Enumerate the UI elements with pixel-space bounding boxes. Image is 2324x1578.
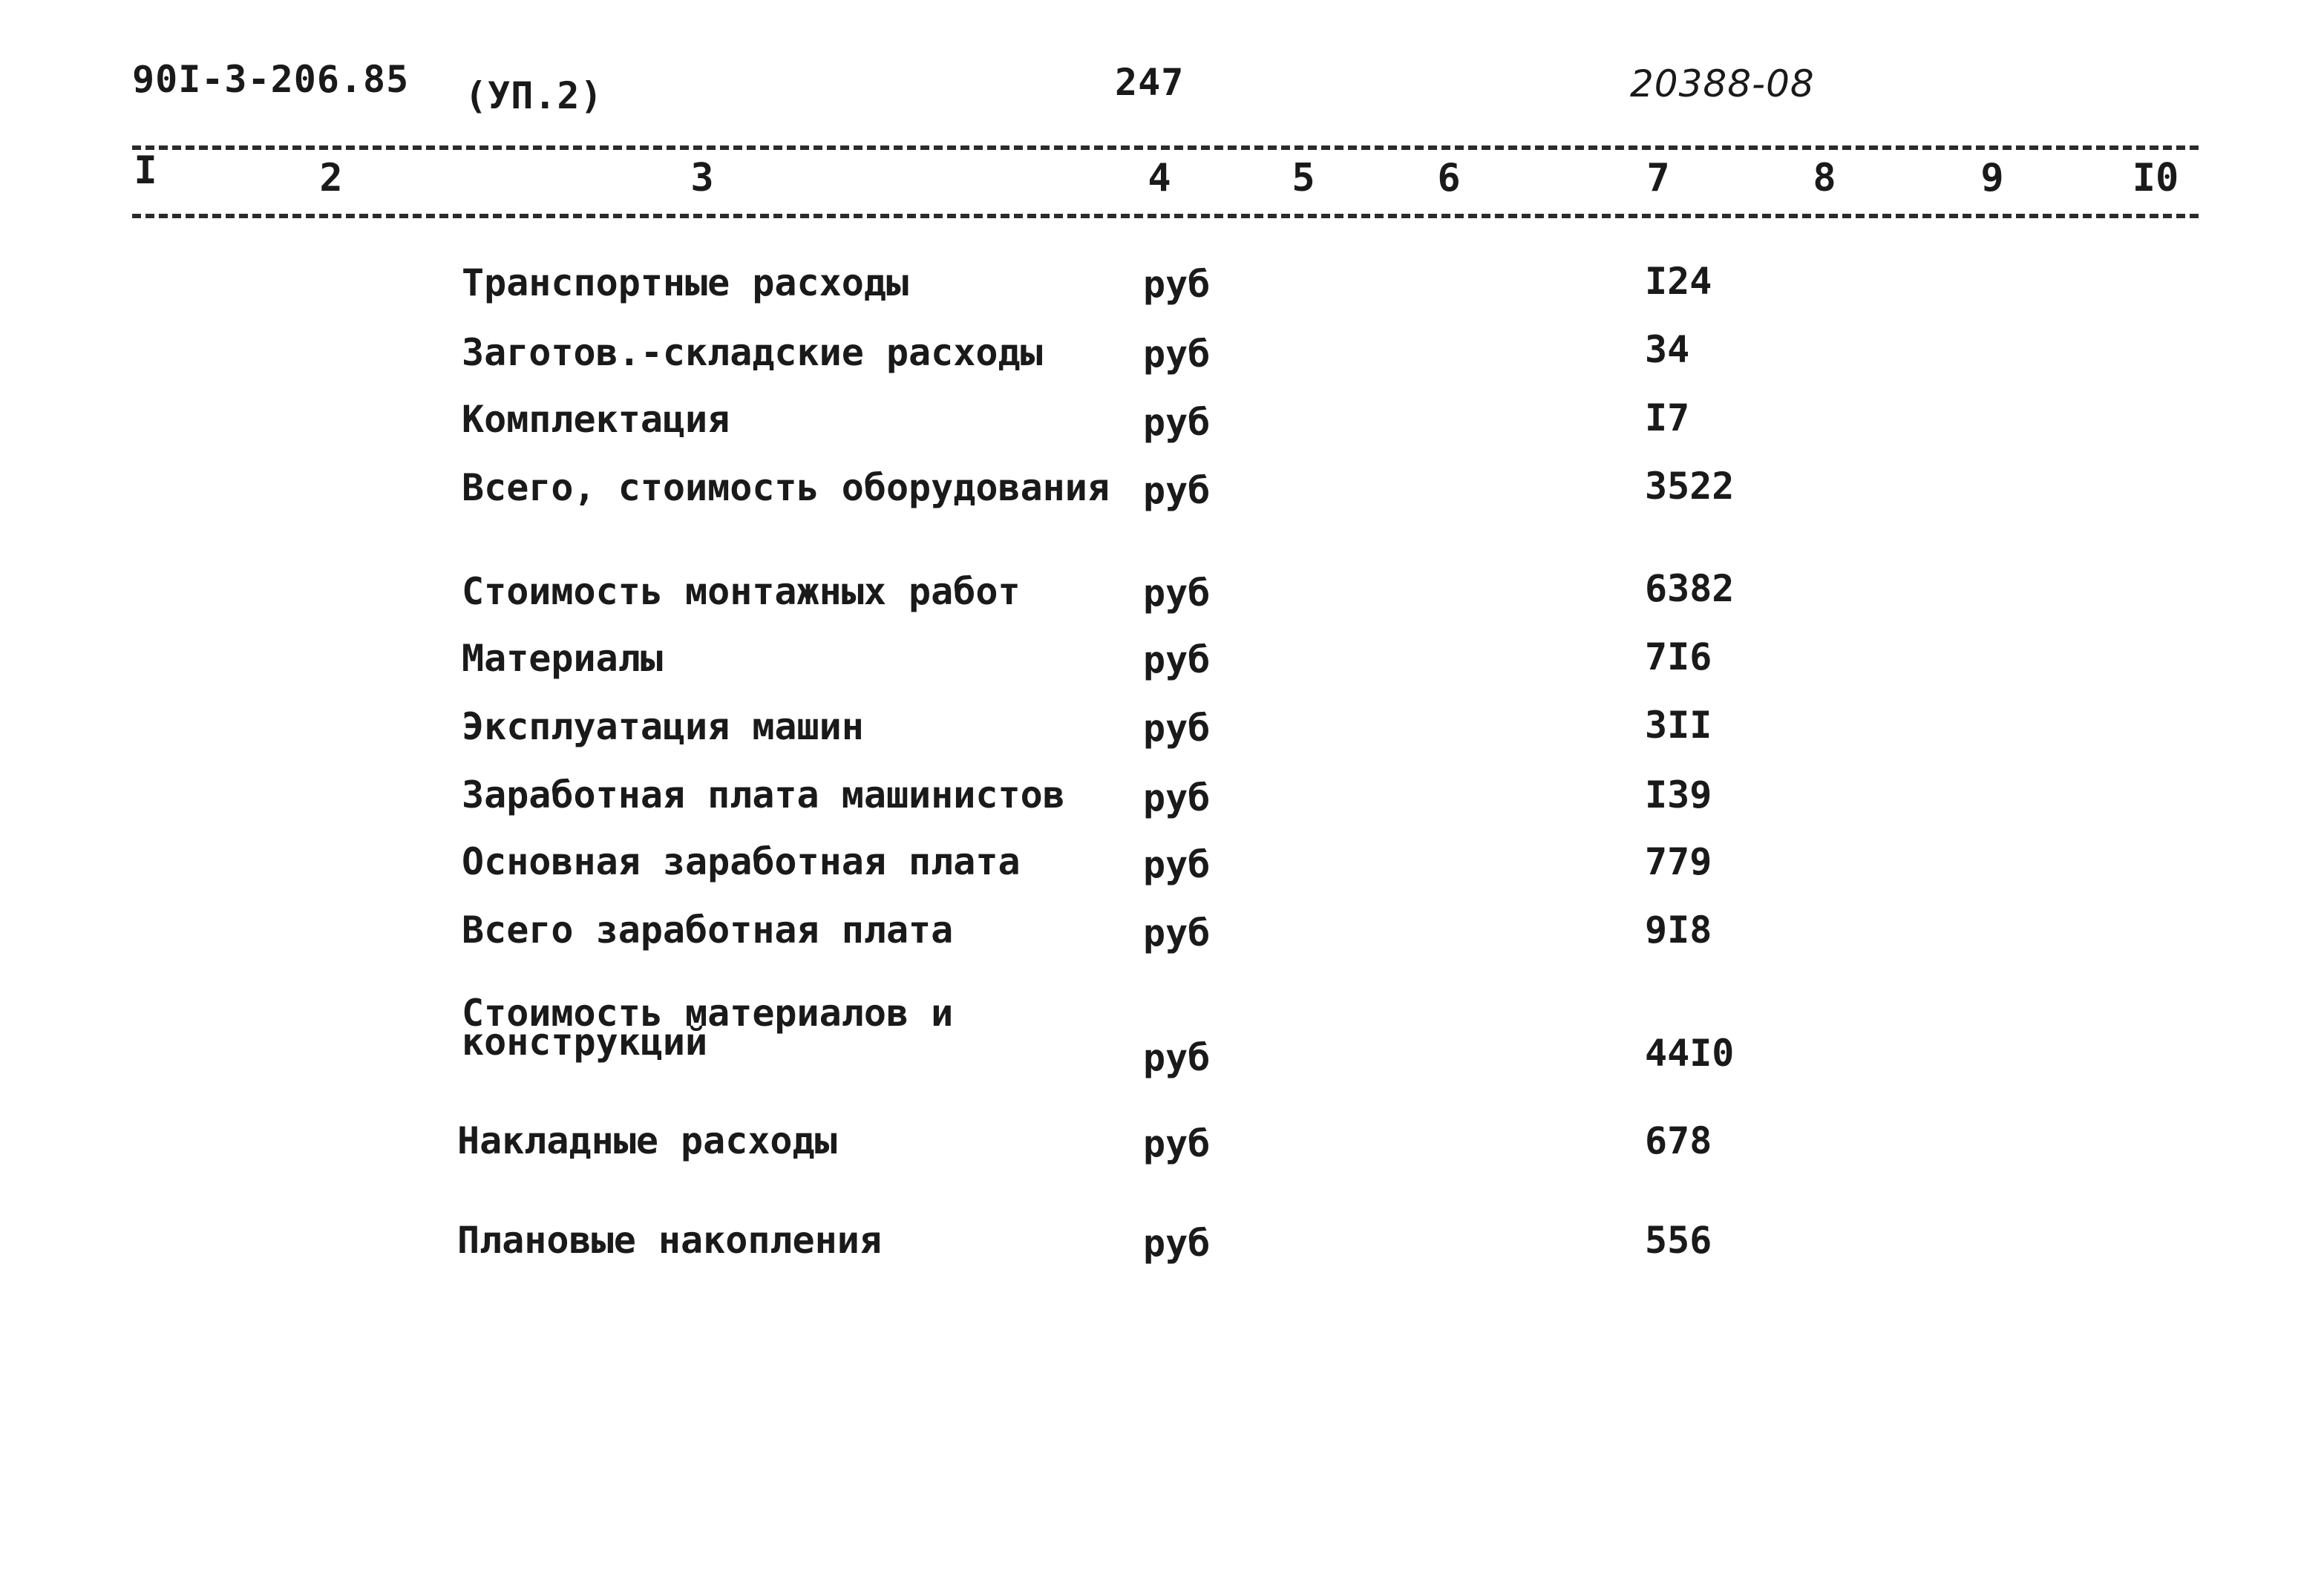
document-code: 90I-3-206.85	[132, 58, 410, 101]
row-value: I39	[1645, 773, 1712, 816]
row-label: Заработная плата машинистов	[462, 773, 1065, 816]
column-number-3: 3	[690, 156, 714, 200]
column-number-10: I0	[2132, 156, 2179, 200]
row-unit: руб	[1143, 843, 1211, 886]
column-number-7: 7	[1646, 156, 1670, 200]
column-number-1: I	[134, 148, 157, 193]
row-value: I7	[1645, 396, 1690, 439]
row-label: Транспортные расходы	[462, 261, 909, 304]
row-label: Комплектация	[462, 398, 730, 441]
row-unit: руб	[1143, 707, 1211, 750]
table-header-rule	[132, 214, 2199, 218]
row-label: Всего заработная плата	[462, 909, 954, 952]
column-number-5: 5	[1292, 156, 1315, 200]
column-number-4: 4	[1148, 156, 1171, 200]
row-unit: руб	[1143, 1036, 1211, 1079]
row-unit: руб	[1143, 911, 1211, 955]
row-label: Всего, стоимость оборудования	[462, 466, 1110, 509]
row-value: I24	[1645, 260, 1712, 303]
row-unit: руб	[1143, 333, 1211, 376]
row-value: 779	[1645, 840, 1712, 883]
archive-code: 20388-08	[1630, 62, 1815, 105]
row-value: 3522	[1645, 465, 1735, 508]
row-label: Заготов.-складские расходы	[462, 331, 1043, 374]
row-unit: руб	[1143, 469, 1211, 512]
column-number-9: 9	[1980, 156, 2004, 200]
row-value: 7I6	[1645, 635, 1712, 678]
table-top-rule	[132, 145, 2199, 150]
row-label: Эксплуатация машин	[462, 705, 864, 748]
row-value: 44I0	[1645, 1032, 1735, 1075]
column-number-6: 6	[1437, 156, 1461, 200]
row-value: 556	[1645, 1219, 1712, 1262]
row-label: Основная заработная плата	[462, 840, 1021, 883]
row-unit: руб	[1143, 263, 1211, 306]
row-value: 3II	[1645, 704, 1712, 747]
row-unit: руб	[1143, 638, 1211, 681]
row-value: 9I8	[1645, 909, 1712, 952]
row-label: Накладные расходы	[457, 1119, 837, 1162]
column-number-8: 8	[1813, 156, 1836, 200]
row-unit: руб	[1143, 1222, 1211, 1265]
row-unit: руб	[1143, 776, 1211, 819]
row-value: 678	[1645, 1119, 1712, 1162]
row-value: 34	[1645, 328, 1690, 371]
row-label: Плановые накопления	[457, 1219, 882, 1262]
row-unit: руб	[1143, 401, 1211, 444]
row-label: Стоимость материалов и конструкций	[462, 992, 954, 1064]
row-unit: руб	[1143, 572, 1211, 615]
column-number-2: 2	[319, 156, 343, 200]
row-label: Материалы	[462, 637, 663, 680]
page-number: 247	[1115, 61, 1185, 104]
row-value: 6382	[1645, 567, 1735, 610]
section-code: (УП.2)	[465, 74, 603, 117]
row-label: Стоимость монтажных работ	[462, 570, 1021, 613]
row-unit: руб	[1143, 1122, 1211, 1165]
